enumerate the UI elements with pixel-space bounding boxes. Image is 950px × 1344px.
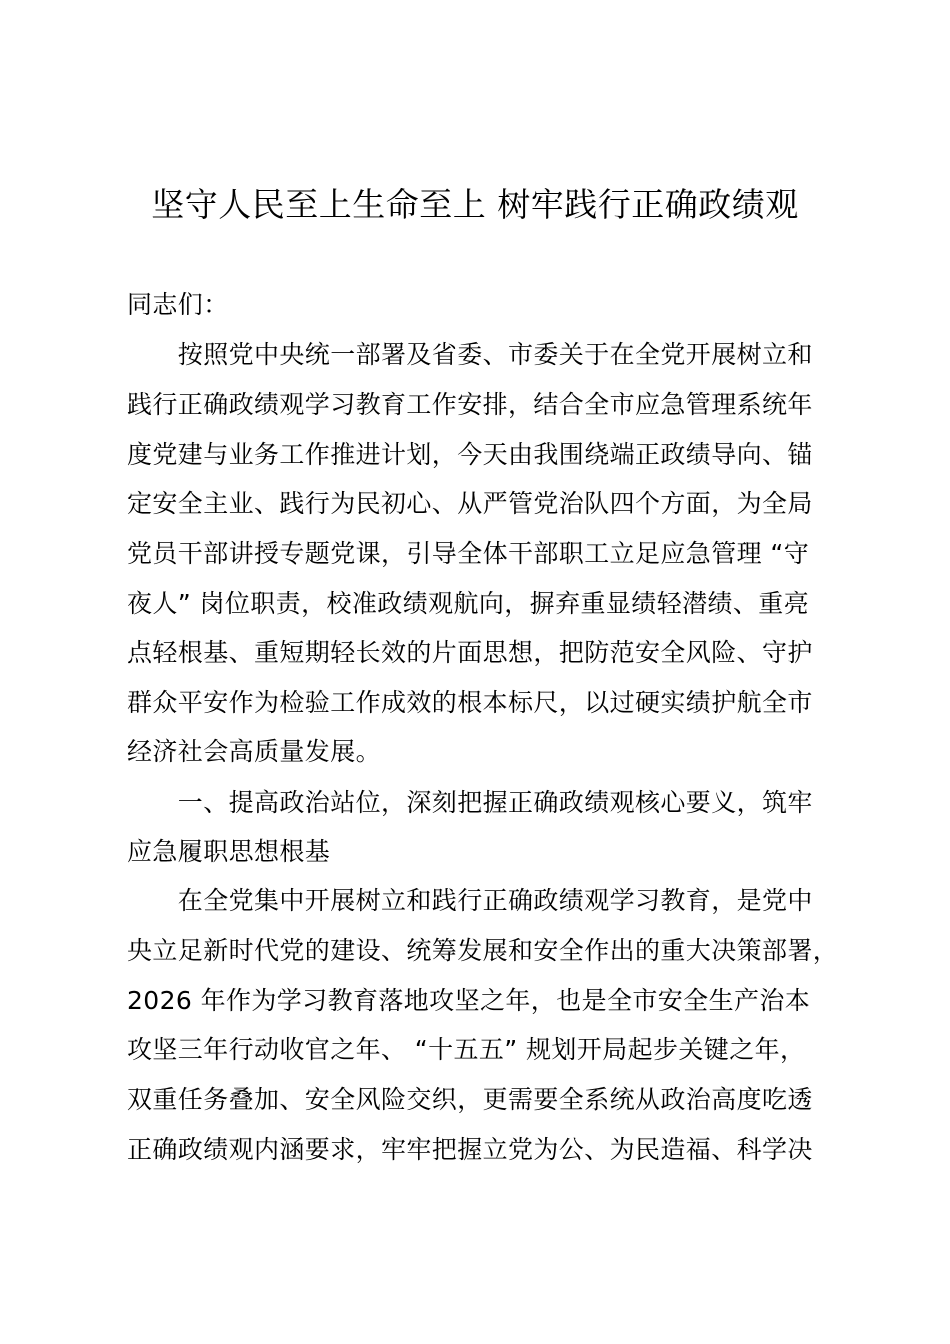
body-line: 点轻根基、重短期轻长效的片面思想，把防范安全风险、守护 <box>127 638 813 667</box>
body-line: 党员干部讲授专题党课，引导全体干部职工立足应急管理 “守 <box>127 539 810 568</box>
body-line: 央立足新时代党的建设、统筹发展和安全作出的重大决策部署， <box>127 936 839 965</box>
body-line: 群众平安作为检验工作成效的根本标尺，以过硬实绩护航全市 <box>127 688 813 717</box>
body-line: 按照党中央统一部署及省委、市委关于在全党开展树立和 <box>127 340 813 369</box>
body-line: 正确政绩观内涵要求，牢牢把握立党为公、为民造福、科学决 <box>127 1135 813 1164</box>
body-line: 2026 年作为学习教育落地攻坚之年，也是全市安全生产治本 <box>127 986 811 1015</box>
body-line: 双重任务叠加、安全风险交织，更需要全系统从政治高度吃透 <box>127 1085 813 1114</box>
salutation: 同志们： <box>127 290 229 319</box>
section-heading-line: 应急履职思想根基 <box>127 837 331 866</box>
document-title: 坚守人民至上生命至上 树牢践行正确政绩观 <box>151 185 799 224</box>
body-line: 定安全主业、践行为民初心、从严管党治队四个方面，为全局 <box>127 489 813 518</box>
body-line: 攻坚三年行动收官之年、 “十五五” 规划开局起步关键之年， <box>127 1035 806 1064</box>
body-line: 夜人” 岗位职责，校准政绩观航向，摒弃重显绩轻潜绩、重亮 <box>127 589 810 618</box>
body-line: 在全党集中开展树立和践行正确政绩观学习教育，是党中 <box>127 886 813 915</box>
body-line: 经济社会高质量发展。 <box>127 737 382 766</box>
body-line: 度党建与业务工作推进计划，今天由我围绕端正政绩导向、锚 <box>127 440 813 469</box>
section-heading-line: 一、提高政治站位，深刻把握正确政绩观核心要义，筑牢 <box>127 788 813 817</box>
body-line: 践行正确政绩观学习教育工作安排，结合全市应急管理系统年 <box>127 390 813 419</box>
